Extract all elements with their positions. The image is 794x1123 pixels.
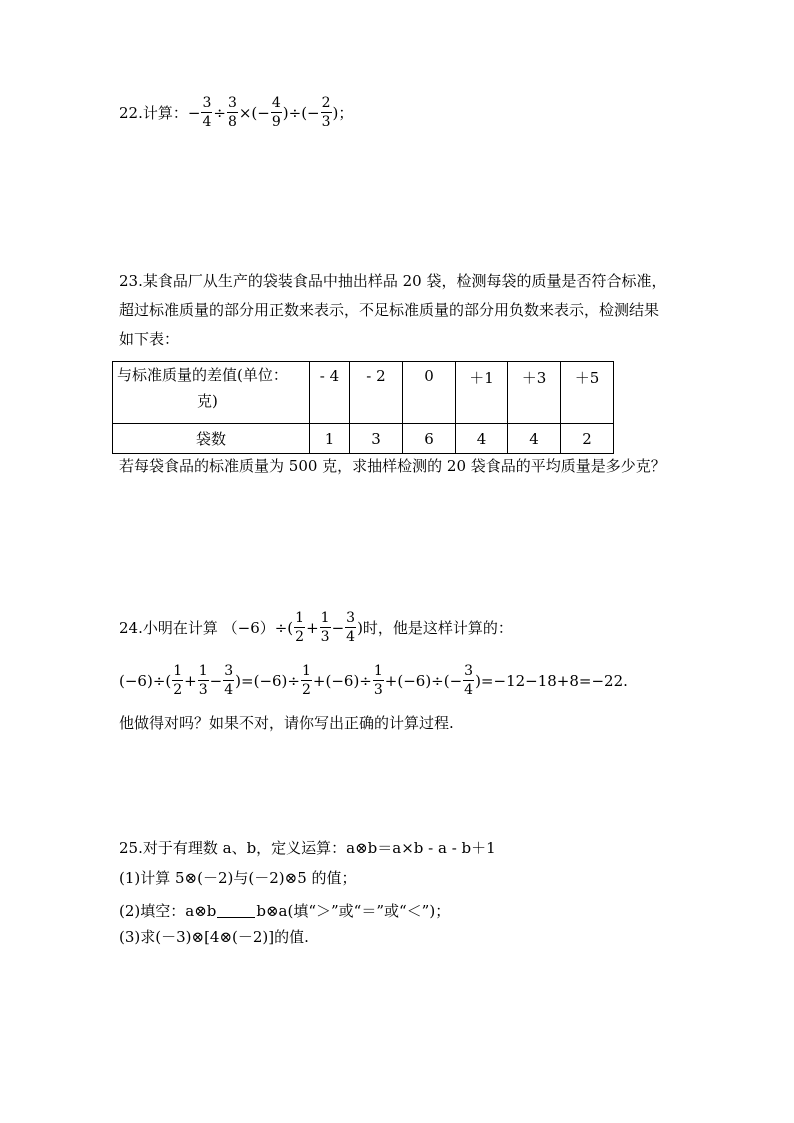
table-row bbox=[113, 362, 614, 424]
table-cell: ＋5 bbox=[561, 362, 614, 424]
q22-op: ×(− bbox=[238, 103, 270, 122]
table-cell: ＋3 bbox=[508, 362, 561, 424]
table-cell: - 2 bbox=[350, 362, 403, 424]
table-header-line-2: 克) bbox=[197, 392, 218, 410]
q24-op: − bbox=[209, 671, 223, 690]
q25-text: (2)填空：a⊗b bbox=[119, 902, 217, 920]
q23-data-table bbox=[112, 361, 614, 454]
table-header-line-1: 与标准质量的差值(单位： bbox=[117, 366, 288, 384]
q22-op: )÷(− bbox=[282, 103, 320, 122]
q24-op: + bbox=[184, 671, 197, 690]
table-cell: - 4 bbox=[310, 362, 350, 424]
table-cell: 4 bbox=[456, 424, 508, 454]
q23-question: 若每袋食品的标准质量为 500 克，求抽样检测的 20 袋食品的平均质量是多少克？ bbox=[119, 457, 666, 475]
q25-line-4: (3)求(－3)⊗[4⊗(－2)]的值. bbox=[119, 928, 309, 946]
q24-text: (−6)÷( bbox=[119, 671, 172, 690]
q24-line-1 bbox=[119, 611, 513, 644]
q24-fraction: $\frac{1}{3}$ bbox=[320, 610, 330, 645]
q24-fraction: $\frac{3}{4}$ bbox=[464, 663, 474, 698]
q22-op: )； bbox=[332, 104, 354, 122]
q22-fraction: $\frac{2}{3}$ bbox=[321, 95, 331, 130]
table-cell: 6 bbox=[403, 424, 456, 454]
q24-text: )=(−6)÷ bbox=[235, 671, 300, 690]
q24-text: 24.小明在计算 （−6）÷( bbox=[119, 619, 294, 637]
q24-text: +(−6)÷ bbox=[312, 671, 372, 690]
q22-fraction: $\frac{4}{9}$ bbox=[271, 95, 281, 130]
q22-fraction: $\frac{3}{4}$ bbox=[202, 95, 212, 130]
q22-op: ÷ bbox=[213, 103, 226, 122]
table-cell: 4 bbox=[508, 424, 561, 454]
q23-line-3: 如下表： bbox=[119, 330, 180, 348]
q25-line-3 bbox=[119, 900, 450, 921]
q24-fraction: $\frac{1}{2}$ bbox=[301, 663, 311, 698]
q22-op: − bbox=[187, 103, 201, 122]
table-cell: 3 bbox=[350, 424, 403, 454]
q24-fraction: $\frac{3}{4}$ bbox=[224, 663, 234, 698]
q24-fraction: $\frac{3}{4}$ bbox=[346, 610, 356, 645]
q22-fraction: $\frac{3}{8}$ bbox=[227, 95, 237, 130]
q24-op: − bbox=[331, 618, 345, 637]
q24-text: )时，他是这样计算的： bbox=[357, 619, 513, 637]
table-row bbox=[113, 424, 614, 454]
q24-line-2 bbox=[119, 664, 628, 697]
q25-line-1: 25.对于有理数 a、b，定义运算：a⊗b＝a×b - a - b＋1 bbox=[119, 839, 496, 857]
q24-line-3: 他做得对吗？如果不对，请你写出正确的计算过程. bbox=[119, 714, 454, 732]
answer-blank[interactable] bbox=[217, 903, 255, 918]
q23-line-1: 23.某食品厂从生产的袋装食品中抽出样品 20 袋，检测每袋的质量是否符合标准， bbox=[119, 272, 667, 290]
q23-line-2: 超过标准质量的部分用正数来表示，不足标准质量的部分用负数来表示，检测结果 bbox=[119, 301, 660, 319]
q25-line-2: (1)计算 5⊗(－2)与(－2)⊗5 的值； bbox=[119, 869, 357, 887]
q24-fraction: $\frac{1}{2}$ bbox=[173, 663, 183, 698]
table-header-cell bbox=[113, 362, 310, 424]
q22-label: 22.计算： bbox=[119, 104, 188, 122]
q24-text: +(−6)÷(− bbox=[384, 671, 463, 690]
table-cell: ＋1 bbox=[456, 362, 508, 424]
q24-fraction: $\frac{1}{3}$ bbox=[198, 663, 208, 698]
table-label-cell: 袋数 bbox=[113, 424, 310, 454]
question-22 bbox=[119, 96, 353, 129]
table-cell: 1 bbox=[310, 424, 350, 454]
q24-text: )=−12−18+8=−22. bbox=[475, 671, 628, 690]
table-cell: 0 bbox=[403, 362, 456, 424]
q24-op: + bbox=[306, 618, 319, 637]
q25-text: b⊗a(填“＞”或“＝”或“＜”)； bbox=[256, 902, 451, 920]
table-cell: 2 bbox=[561, 424, 614, 454]
q24-fraction: $\frac{1}{3}$ bbox=[373, 663, 383, 698]
q24-fraction: $\frac{1}{2}$ bbox=[295, 610, 305, 645]
